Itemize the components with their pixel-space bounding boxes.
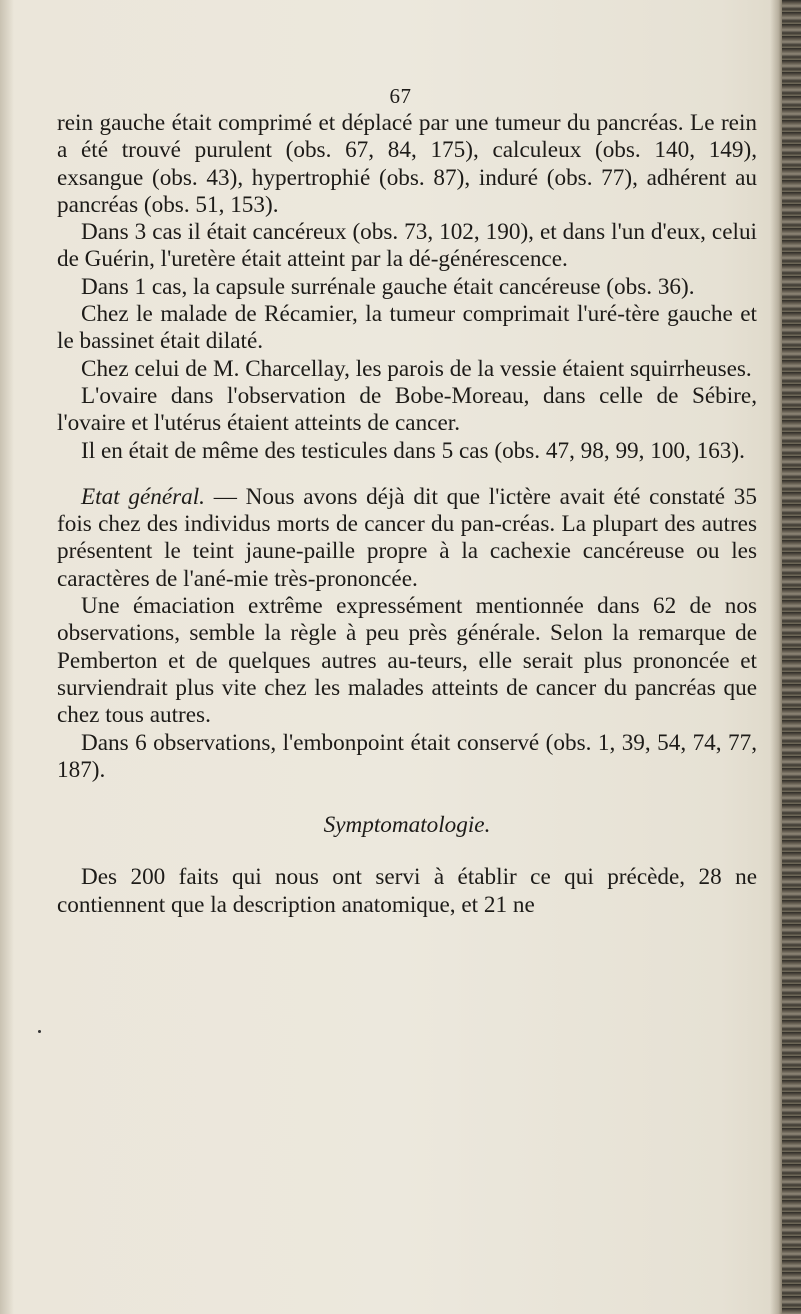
body-text	[57, 110, 757, 919]
margin-mark	[38, 1030, 41, 1033]
paragraph-9: Une émaciation extrême expressément mentionnée dans 62 de nos observations, semble la règle à peu près générale. Selon la remarque de Pemberton et de quelques autres au-teurs, elle serait plus prononcée et surviendrait plus vite chez les malades atteints de cancer du pancréas que chez tous autres.	[57, 593, 757, 729]
paragraph-7: Il en était de même des testicules dans 5 cas (obs. 47, 98, 99, 100, 163).	[81, 437, 745, 464]
paragraph-10: Dans 6 observations, l'embonpoint était conservé (obs. 1, 39, 54, 74, 77, 187).	[57, 729, 757, 783]
paragraph-2: Dans 3 cas il était cancéreux (obs. 73, 102, 190), et dans l'un d'eux, celui de Guérin, l'uretère était atteint par la dé-générescence.	[57, 219, 757, 273]
page-number: 67	[389, 84, 412, 108]
etat-general-lead: Etat général.	[81, 483, 205, 510]
paragraph-4: Chez le malade de Récamier, la tumeur comprimait l'uré-tère gauche et le bassinet était dilaté.	[57, 301, 757, 355]
page-gutter-shadow	[770, 0, 782, 1314]
etat-general-text: — Nous avons déjà dit que l'ictère avait été constaté 35 fois chez des individus morts de cancer du pan-créas. La plupart des autres présentent le teint jaune-paille propre à la cachexie cancéreuse ou les caractères de l'ané-mie très-prononcée.	[57, 483, 757, 592]
book-binding-edge	[782, 0, 801, 1314]
paragraph-etat-general	[57, 484, 757, 593]
page-left-edge	[0, 0, 14, 1314]
section-heading: Symptomatologie.	[323, 812, 491, 839]
paragraph-1: rein gauche était comprimé et déplacé par une tumeur du pancréas. Le rein a été trouvé purulent (obs. 67, 84, 175), calculeux (obs. 140, 149), exsangue (obs. 43), hypertrophié (obs. 87), induré (obs. 77), adhérent au pancréas (obs. 51, 153).	[57, 110, 757, 218]
paragraph-11: Des 200 faits qui nous ont servi à établir ce qui précède, 28 ne contiennent que la description anatomique, et 21 ne	[57, 864, 757, 918]
paragraph-3: Dans 1 cas, la capsule surrénale gauche était cancéreuse (obs. 36).	[81, 273, 695, 300]
paragraph-6: L'ovaire dans l'observation de Bobe-Moreau, dans celle de Sébire, l'ovaire et l'utérus étaient atteints de cancer.	[57, 382, 757, 437]
paragraph-5: Chez celui de M. Charcellay, les parois de la vessie étaient squirrheuses.	[81, 355, 752, 382]
